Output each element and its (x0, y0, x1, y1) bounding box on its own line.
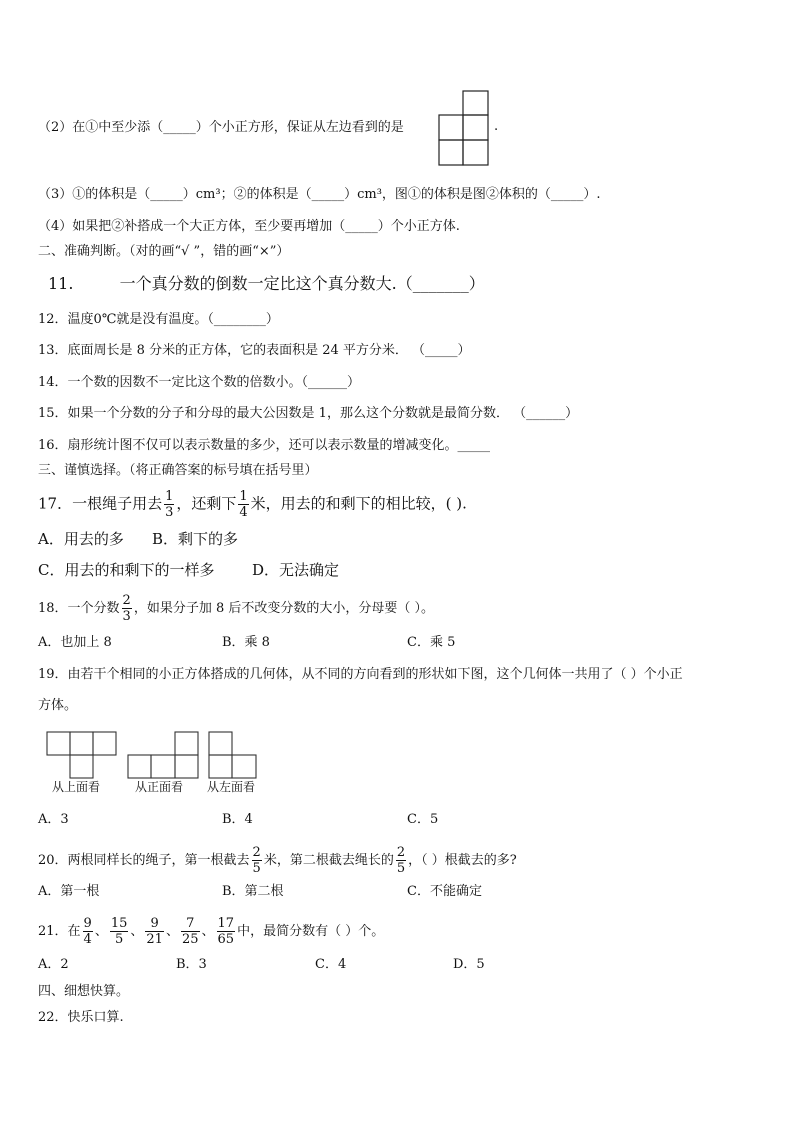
q20-option-b: B．第二根 (222, 884, 284, 899)
figure-cube (175, 732, 198, 755)
fraction: $\frac{17}{65}$ (217, 916, 235, 947)
q21-option-d: D．5 (453, 957, 485, 972)
q19-option-b: B．4 (222, 812, 253, 827)
caption-left-view: 从左面看 (207, 780, 256, 794)
q10-part4: （4）如果把②补搭成一个大正方体，至少要再增加（_____）个小正方体. (38, 219, 460, 234)
q10-part2: （2）在①中至少添（_____）个小正方形，保证从左边看到的是 (38, 120, 404, 135)
q20-stem: 20．两根同样长的绳子，第一根截去 $\frac{2}{5}$ 米，第二根截去绳长的 $\frac{2}{5}$ ，（ ）根截去的多? (38, 845, 517, 876)
left-view-figure (438, 90, 490, 166)
fraction: $\frac{9}{21}$ (146, 916, 163, 947)
q19-stem-line2: 方体。 (38, 698, 78, 713)
section-2-heading: 二、准确判断。（对的画“√ ”，错的画“×”） (38, 244, 290, 259)
q20-option-a: A．第一根 (38, 884, 100, 899)
q19-option-a: A．3 (38, 812, 69, 827)
figure-cube (151, 755, 175, 778)
figure-cube (232, 755, 256, 778)
figure-cube (463, 115, 488, 140)
q21-option-b: B．3 (176, 957, 207, 972)
section-4-heading: 四、细想快算。 (38, 984, 130, 999)
q11-text: 一个真分数的倒数一定比这个真分数大.（_______） (119, 274, 485, 293)
q16: 16．扇形统计图不仅可以表示数量的多少，还可以表示数量的增减变化。_____ (38, 438, 491, 453)
caption-top-view: 从上面看 (52, 780, 101, 794)
figure-cube (175, 755, 198, 778)
q17-option-c: C．用去的和剩下的一样多 (38, 561, 215, 579)
fraction: $\frac{9}{4}$ (83, 916, 92, 947)
front-view-figure (127, 731, 201, 781)
q12: 12．温度0℃就是没有温度。（________） (38, 312, 279, 327)
q21-option-c: C．4 (315, 957, 347, 972)
figure-cube (439, 140, 463, 165)
q19-stem-line1: 19．由若干个相同的小正方体搭成的几何体，从不同的方向看到的形状如下图，这个几何体一共用了（ ）个小正 (38, 667, 683, 682)
fraction: $\frac{7}{25}$ (181, 916, 199, 947)
figure-cube (93, 732, 116, 755)
q13: 13．底面周长是 8 分米的正方体，它的表面积是 24 平方分米． （_____） (38, 343, 471, 358)
q19-option-c: C．5 (407, 812, 439, 827)
q18-stem: 18．一个分数 $\frac{2}{3}$ ，如果分子加 8 后不改变分数的大小，分母要（ ）。 (38, 593, 434, 624)
q21-stem: 21．在 $\frac{9}{4}$ 、 $\frac{15}{5}$ 、 $\frac{9}{21}$ 、 $\frac{7}{25}$ 、 $\frac{17}{65}$ 中，最简分数有（ ）个。 (38, 916, 385, 947)
figure-cube (463, 91, 488, 115)
q22: 22．快乐口算. (38, 1010, 124, 1025)
fraction: $\frac{15}{5}$ (110, 916, 128, 947)
q17-option-b: B．剩下的多 (152, 530, 239, 548)
figure-cube (47, 732, 70, 755)
q18-option-b: B．乘 8 (222, 635, 270, 650)
figure-cube (439, 115, 463, 140)
q21-option-a: A．2 (38, 957, 69, 972)
q17-option-a: A．用去的多 (38, 530, 124, 548)
fraction: $\frac{1}{4}$ (239, 489, 248, 520)
q18-option-a: A．也加上 8 (38, 635, 112, 650)
figure-cube (209, 732, 232, 755)
figure-cube (209, 755, 232, 778)
q17-stem: 17．一根绳子用去 $\frac{1}{3}$ ，还剩下 $\frac{1}{4}$ 米，用去的和剩下的相比较，( ). (38, 489, 467, 520)
fraction: $\frac{2}{3}$ (122, 593, 131, 624)
fraction: $\frac{2}{5}$ (252, 845, 261, 876)
caption-front-view: 从正面看 (135, 780, 184, 794)
q20-option-c: C．不能确定 (407, 884, 482, 899)
fraction: $\frac{2}{5}$ (396, 845, 406, 876)
q11 (48, 273, 485, 295)
fraction: $\frac{1}{3}$ (165, 489, 174, 520)
q10-part3: （3）①的体积是（_____）cm³；②的体积是（_____）cm³，图①的体积是图②体积的（_____）. (38, 187, 601, 202)
figure-cube (70, 755, 93, 778)
q14: 14．一个数的因数不一定比这个数的倍数小。（______） (38, 375, 361, 390)
q17-option-d: D．无法确定 (252, 561, 340, 579)
figure-cube (128, 755, 151, 778)
q11-number: 11. (48, 274, 74, 293)
figure-cube (463, 140, 488, 165)
q18-option-c: C．乘 5 (407, 635, 456, 650)
left-side-view-figure (208, 731, 260, 781)
top-view-figure (46, 731, 118, 781)
q15: 15．如果一个分数的分子和分母的最大公因数是 1，那么这个分数就是最简分数． （______） (38, 406, 579, 421)
section-3-heading: 三、谨慎选择。（将正确答案的标号填在括号里） (38, 463, 318, 478)
figure-cube (70, 732, 93, 755)
q10-part2-end: . (494, 119, 499, 134)
